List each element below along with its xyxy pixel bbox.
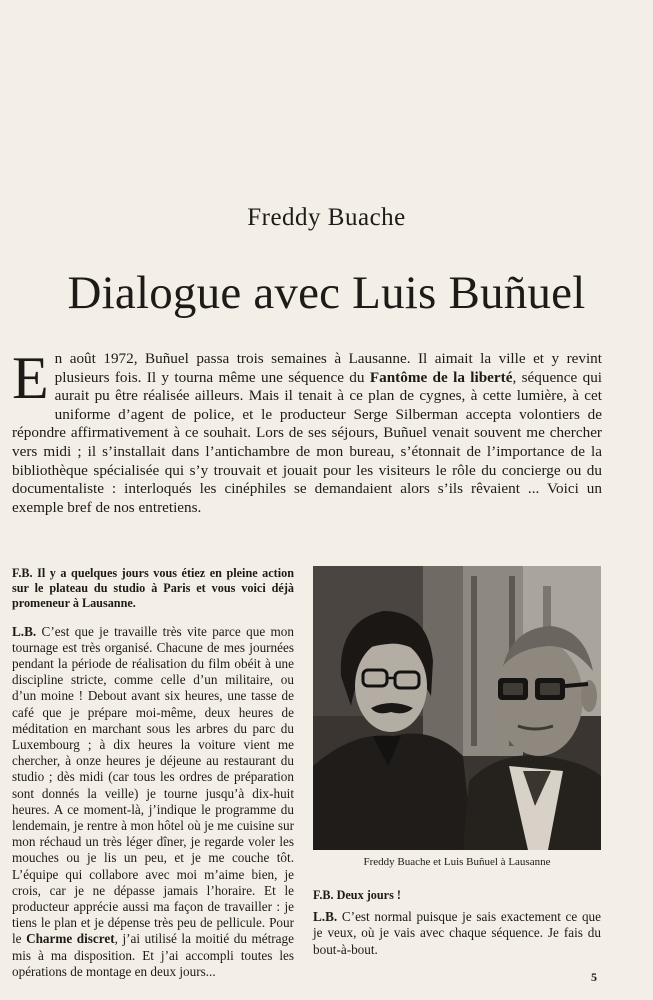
photo-caption: Freddy Buache et Luis Buñuel à Lausanne	[363, 856, 551, 868]
right-column	[313, 888, 601, 958]
drop-cap: E	[12, 345, 49, 411]
author-name: Freddy Buache	[247, 204, 406, 231]
answer-1-text-b: , j’ai utilisé la moitié du métrage mis à ma disposition. Et j’ai accompli toutes les opérations de montage en deux jours...	[12, 931, 294, 979]
answer-2-text: C’est normal puisque je sais exactement ce que je veux, où je vais avec chaque séquence. Je fais du bout-à-bout.	[313, 909, 601, 957]
answer-2-speaker: L.B.	[313, 909, 338, 925]
question-2: F.B. Deux jours !	[313, 888, 401, 902]
answer-1-speaker: L.B.	[12, 623, 37, 639]
article-title: Dialogue avec Luis Buñuel	[67, 267, 586, 319]
page-number: 5	[591, 970, 597, 984]
question-1: F.B. Il y a quelques jours vous étiez en pleine action sur le plateau du studio à Paris et vous voici déjà promeneur à Lausanne.	[12, 566, 294, 611]
intro-paragraph	[12, 345, 603, 517]
intro-text-2: , séquence qui aurait pu être réalisée ailleurs. Mais il tenait à ce plan de cygnes, à cette lumière, à cet uniforme d’agent de police, et le producteur Serge Silberman accepta volontiers de répondre affirmativement à ce souhait. Lors de ses séjours, Buñuel venait souvent me chercher vers midi ; il s’installait dans l’antichambre de mon bureau, s’étonnait de l’importance de la bibliothèque spécialisée qui s’y trouvait et jouait pour les visiteurs le rôle du concierge ou du documentaliste : interloqués les cinéphiles se demandaient alors s’ils rêvaient ... Voici un exemple bref de nos entretiens.	[12, 368, 603, 516]
photo	[313, 566, 601, 850]
photo-illustration	[313, 566, 601, 850]
answer-1-film-title: Charme discret	[26, 931, 115, 947]
answer-1	[12, 624, 294, 980]
left-column	[12, 566, 294, 980]
intro-text-1: n août 1972, Buñuel passa trois semaines à Lausanne. Il aimait la ville et y revint plusieurs fois. Il y tourna même une séquence du	[54, 350, 602, 386]
answer-2	[313, 909, 601, 958]
intro-film-title: Fantôme de la liberté	[369, 368, 513, 386]
answer-1-text-a: C’est que je travaille très vite parce que mon tournage est très organisé. Chacune de mes journées pendant la période de réalisation du film obéit à une discipline stricte, comme celle d’un militaire, ou d’un moine ! Debout avant six heures, une tasse de café que je prépare moi-même, deux heures de méditation en marchant sous les arbres du parc du Luxembourg ; à dix heures la voiture vient me chercher, à onze heures je déjeune au restaurant du studio ; dès midi (car tous les ordres de préparation sont donnés la veille) je tourne jusqu’à dix-huit heures. A ce moment-là, j’indique le programme du lendemain, je rentre à mon hôtel où je me cuisine sur mon réchaud un très léger dîner, je regarde voler les mouches ou je lis un peu, et je me couche tôt. L’équipe qui collabore avec moi m’aime bien, je crois, car je ne dépasse jamais l’horaire. Et le producteur apprécie aussi ma façon de travailler : je tiens le plan et je dépense très peu de pellicule. Pour le	[12, 623, 294, 947]
